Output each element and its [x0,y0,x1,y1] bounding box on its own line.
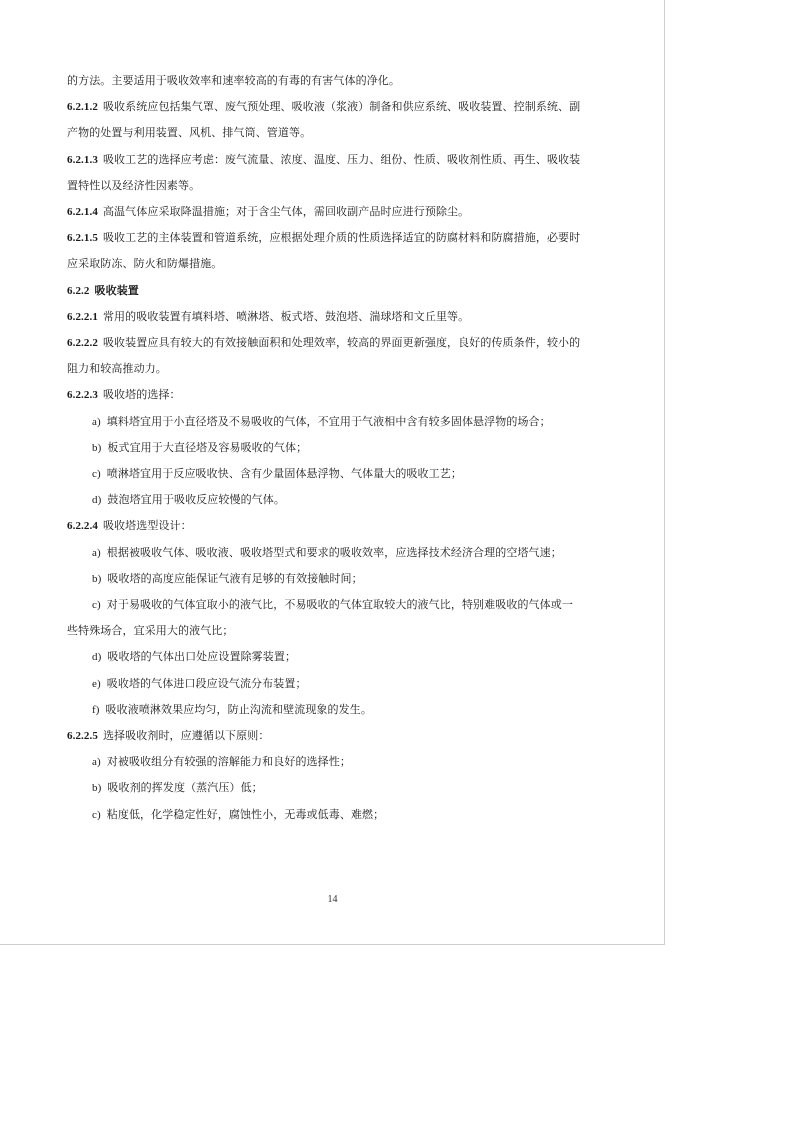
clause-text: 吸收工艺的选择应考虑：废气流量、浓度、温度、压力、组份、性质、吸收剂性质、再生、吸收装 [102,152,581,166]
clause-number: 6.2.1.5 [67,232,98,245]
list-item-label: b) [92,441,102,454]
text-line: 的方法。主要适用于吸收效率和速率较高的有毒的有害气体的净化。 [67,74,400,87]
clause-line [67,310,627,324]
clause-text: 吸收系统应包括集气罩、废气预处理、吸收液（浆液）制备和供应系统、吸收装置、控制系统、副 [102,100,581,114]
text-line: 些特殊场合，宜采用大的液气比； [67,624,234,638]
list-item-label: c) [92,599,101,611]
list-item-text: 吸收剂的挥发度（蒸汽压）低； [107,781,263,795]
clause-line [67,100,627,114]
text-line: 置特性以及经济性因素等。 [67,178,201,192]
list-item [92,572,652,586]
clause-number: 6.2.2.5 [67,730,98,742]
list-item [92,755,652,769]
list-item-label: b) [92,782,102,795]
list-item-label: a) [92,415,101,428]
list-item [92,467,652,481]
text-line: 产物的处置与利用装置、风机、排气筒、管道等。 [67,126,312,140]
clause-number: 6.2.2.1 [67,310,98,323]
list-item-text: 鼓泡塔宜用于吸收反应较慢的气体。 [107,493,285,507]
clause-line [67,388,627,402]
clause-line [67,336,627,350]
clause-text: 常用的吸收装置有填料塔、喷淋塔、板式塔、鼓泡塔、湍球塔和文丘里等。 [102,309,470,323]
list-item [92,415,652,429]
list-item-label: d) [92,494,102,507]
list-item-label: c) [92,808,101,821]
list-item [92,441,652,455]
list-item-label: b) [92,572,102,585]
clause-text: 吸收塔选型设计： [102,519,192,533]
list-item-label: f) [92,703,100,716]
list-item-text: 对被吸收组分有较强的溶解能力和良好的选择性； [106,755,351,769]
clause-line [67,153,627,167]
list-item-text: 吸收液喷淋效果应均匀，防止沟流和壁流现象的发生。 [105,702,372,716]
list-item-label: c) [92,468,101,480]
clause-text: 选择吸收剂时，应遵循以下原则： [102,729,270,742]
list-item-text: 喷淋塔宜用于反应吸收快、含有少量固体悬浮物、气体量大的吸收工艺； [106,467,462,480]
list-item-text: 根据被吸收气体、吸收液、吸收塔型式和要求的吸收效率，应选择技术经济合理的空塔气速； [106,545,562,559]
text-line: 应采取防冻、防火和防爆措施。 [67,257,223,271]
list-item-text: 对于易吸收的气体宜取小的液气比，不易吸收的气体宜取较大的液气比，特别难吸收的气体或一 [106,598,573,611]
section-heading [67,284,627,298]
list-item [92,650,652,664]
list-item [92,493,652,507]
list-item [92,781,652,795]
list-item [92,808,652,822]
list-item-text: 吸收塔的气体进口段应设气流分布装置； [106,676,307,690]
clause-number: 6.2.2.3 [67,389,98,402]
clause-text: 吸收装置应具有较大的有效接触面积和处理效率，较高的界面更新强度，良好的传质条件，较小的 [102,336,581,349]
clause-number: 6.2.2.4 [67,520,98,533]
list-item-label: d) [92,651,102,664]
list-item-label: e) [92,677,101,690]
page-number: 14 [327,894,338,905]
list-item-text: 吸收塔的气体出口处应设置除雾装置； [107,650,297,664]
clause-number: 6.2.1.2 [67,101,98,114]
clause-number: 6.2.1.4 [67,206,98,218]
list-item [92,677,652,691]
list-item [92,546,652,560]
list-item-text: 板式宜用于大直径塔及容易吸收的气体； [107,440,308,454]
clause-line [67,729,627,743]
list-item-label: a) [92,546,101,559]
clause-number: 6.2.1.3 [67,153,98,166]
clause-number: 6.2.2 [67,284,90,297]
clause-text: 高温气体应采取降温措施；对于含尘气体，需回收副产品时应进行预除尘。 [102,205,470,218]
clause-line [67,231,627,245]
list-item-label: a) [92,756,101,769]
clause-line [67,205,627,219]
clause-line [67,519,627,533]
list-item-text: 粘度低，化学稳定性好，腐蚀性小，无毒或低毒、难燃； [106,807,385,821]
list-item [92,703,652,717]
clause-number: 6.2.2.2 [67,337,98,349]
list-item-text: 填料塔宜用于小直径塔及不易吸收的气体，不宜用于气液相中含有较多固体悬浮物的场合； [106,414,551,428]
section-title: 吸收装置 [94,283,139,297]
list-item [92,598,652,612]
text-line: 阻力和较高推动力。 [67,362,167,376]
clause-text: 吸收塔的选择： [102,388,181,402]
clause-text: 吸收工艺的主体装置和管道系统，应根据处理介质的性质选择适宜的防腐材料和防腐措施，必要时 [102,231,581,245]
list-item-text: 吸收塔的高度应能保证气液有足够的有效接触时间； [107,571,363,585]
